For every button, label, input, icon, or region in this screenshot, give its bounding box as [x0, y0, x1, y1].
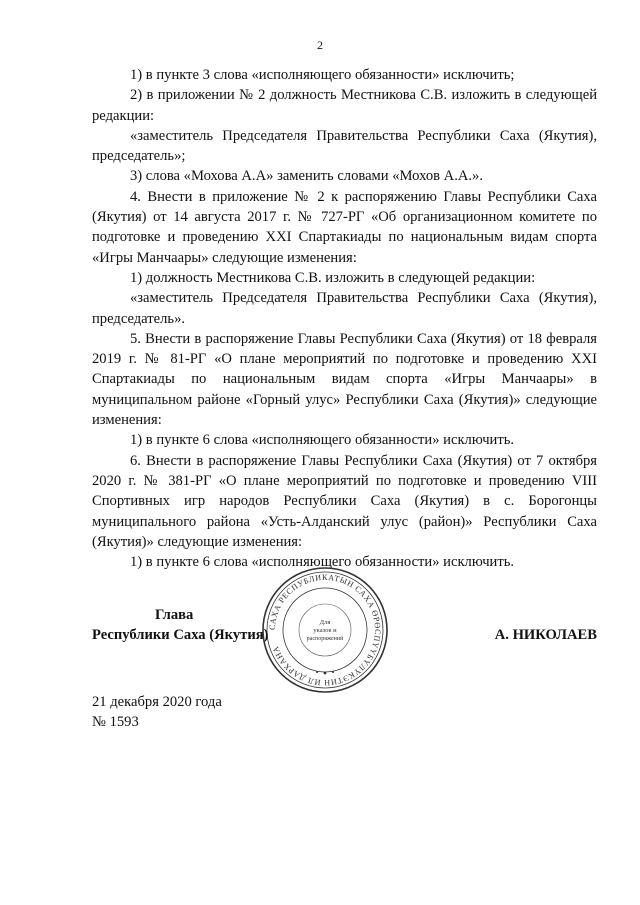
paragraph: 3) слова «Мохова А.А» заменить словами «Мохов А.А.». [130, 168, 483, 185]
paragraph: «заместитель Председателя Правительства Республики Саха (Якутия), председатель». [92, 290, 597, 327]
paragraph: 1) должность Местникова С.В. изложить в следующей редакции: [130, 269, 536, 286]
official-seal-icon [260, 565, 390, 695]
signatory-title: Глава [155, 607, 194, 623]
paragraph: 1) в пункте 6 слова «исполняющего обязанности» исключить. [130, 432, 515, 449]
paragraph: 1) в пункте 6 слова «исполняющего обязанности» исключить. [130, 554, 515, 571]
document-number: № 1593 [92, 714, 139, 730]
signatory-organization: Республики Саха (Якутия) [92, 627, 269, 643]
document-date: 21 декабря 2020 года [92, 694, 222, 710]
seal-inner-text-1: Для [319, 619, 331, 626]
paragraph: 5. Внести в распоряжение Главы Республики Саха (Якутия) от 18 февраля 2019 г. № 81-РГ «О плане мероприятий по подготовке и проведению XXI Спартакиады по национальным видам спорта «Игры Манчаары» в муниципальном районе «Горный улус» Республики Саха (Якутия)» следующие изменения: [92, 330, 597, 429]
paragraph: «заместитель Председателя Правительства Республики Саха (Якутия), председатель»; [92, 127, 597, 165]
paragraph: 4. Внести в приложение № 2 к распоряжению Главы Республики Саха (Якутия) от 14 августа 2017 г. № 727-РГ «Об организационном комитете по подготовке и проведению XXI Спартакиады по национальным видам спорта «Игры Манчаары» следующие изменения: [92, 188, 597, 266]
paragraph: 6. Внести в распоряжение Главы Республики Саха (Якутия) от 7 октября 2020 г. № 381-РГ «О плане мероприятий по подготовке и проведению VIII Спортивных игр народов Республики Саха (Якутия) в с. Борогонцы муниципального района «Усть-Алданский улус (район)» Республики Саха (Якутия)» следующие изменения: [92, 452, 597, 550]
seal-inner-text-3: распоряжений [306, 636, 344, 642]
document-body [92, 65, 597, 572]
paragraph: 1) в пункте 3 слова «исполняющего обязанности» исключить; [130, 67, 515, 83]
seal-outer-text: САХА РЕСПУБЛИКАТЫН САХА ӨРӨСПҮҮБҮЛҮКЭТИН ИЛ ДАРХАНА [267, 572, 383, 688]
paragraph: 2) в приложении № 2 должность Местникова С.В. изложить в следующей редакции: [92, 87, 597, 124]
signatory-name: А. НИКОЛАЕВ [494, 627, 597, 643]
document-footer [92, 692, 222, 732]
page-number: 2 [317, 38, 323, 52]
seal-inner-text-2: указов и [313, 627, 337, 634]
